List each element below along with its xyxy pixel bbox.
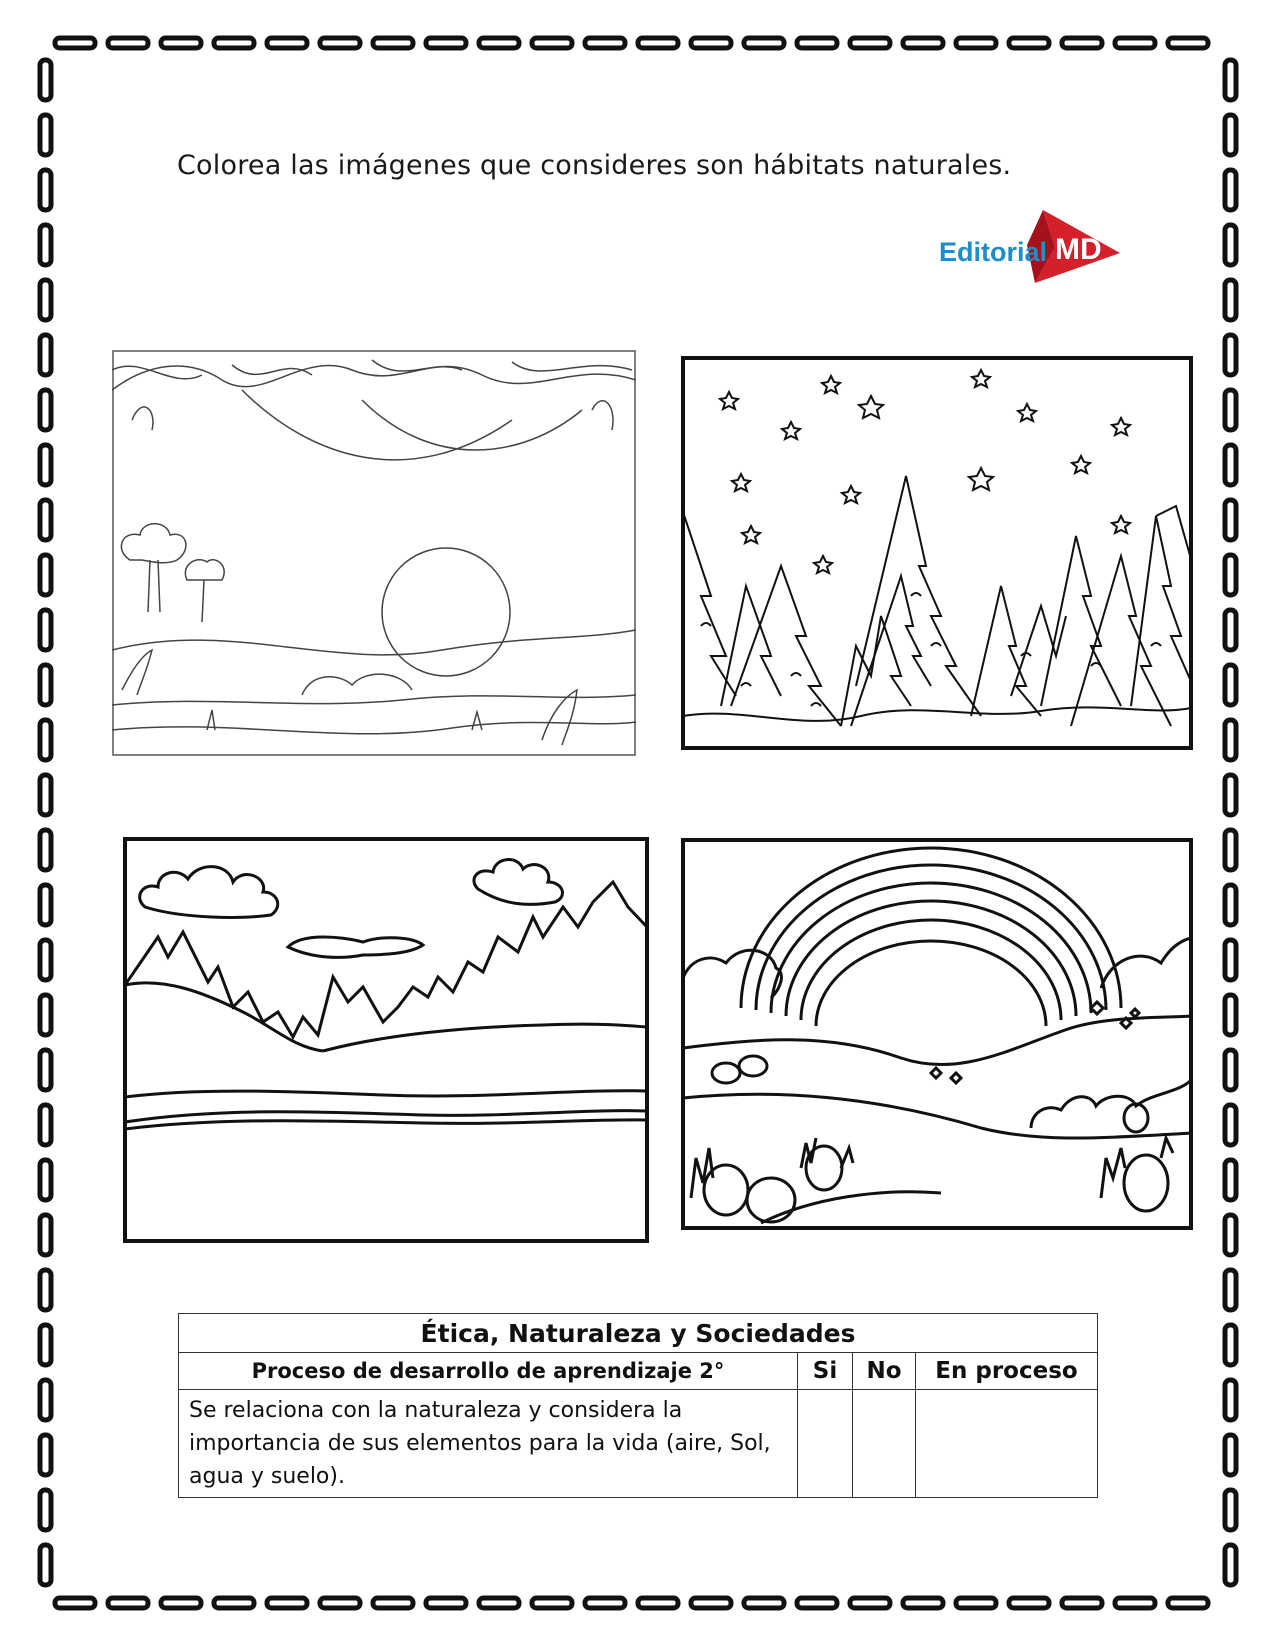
rubric-title: Ética, Naturaleza y Sociedades (179, 1314, 1098, 1353)
answer-no-cell[interactable] (853, 1390, 916, 1498)
rubric-table (178, 1313, 1098, 1498)
logo-mark: MD (1055, 233, 1102, 266)
rainbow-hills-scene (681, 838, 1193, 1230)
editorial-md-logo (935, 205, 1125, 285)
column-header-no: No (853, 1353, 916, 1390)
answer-en-proceso-cell[interactable] (916, 1390, 1098, 1498)
criterion-cell: Se relaciona con la naturaleza y considera la importancia de sus elementos para la vida (aire, Sol, agua y suelo). (179, 1390, 798, 1498)
column-header-si: Si (798, 1353, 853, 1390)
logo-text: Editorial (939, 237, 1048, 267)
mountain-lake-scene (123, 837, 649, 1243)
instruction-text: Colorea las imágenes que consideres son hábitats naturales. (177, 150, 1012, 181)
pine-forest-night-scene (681, 356, 1193, 750)
column-header-en-proceso: En proceso (916, 1353, 1098, 1390)
jungle-sunset-scene (112, 350, 636, 756)
column-header-process: Proceso de desarrollo de aprendizaje 2° (179, 1353, 798, 1390)
answer-si-cell[interactable] (798, 1390, 853, 1498)
